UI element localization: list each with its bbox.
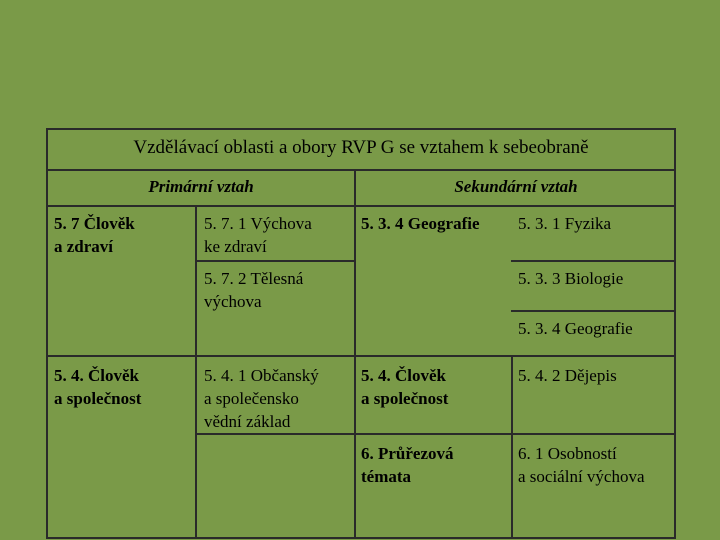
header-divider — [46, 205, 676, 207]
row-divider-a — [195, 260, 355, 262]
secondary-area-pruzezova-line1: 6. Průřezová — [361, 444, 454, 463]
field-vychova-ke-zdravi-line1: 5. 7. 1 Výchova — [204, 214, 312, 233]
row-divider-main — [46, 355, 676, 357]
header-primary: Primární vztah — [148, 177, 254, 196]
secondary-field-biologie: 5. 3. 3 Biologie — [518, 269, 624, 288]
field-telesna-vychova-line2: výchova — [204, 292, 262, 311]
area-spolecnost-line1: 5. 4. Člověk — [54, 366, 139, 385]
field-obcansky-line2: a společensko — [204, 389, 299, 408]
secondary-area-geografie: 5. 3. 4 Geografie — [361, 214, 480, 233]
secondary-area-spolecnost-line2: a společnost — [361, 389, 449, 408]
secondary-field-osobnostni-line1: 6. 1 Osobností — [518, 444, 617, 463]
secondary-field-fyzika: 5. 3. 1 Fyzika — [518, 214, 612, 233]
column-divider-1 — [195, 205, 197, 539]
column-divider-2 — [354, 205, 356, 539]
row-divider-c — [511, 310, 676, 312]
secondary-field-dejepis: 5. 4. 2 Dějepis — [518, 366, 617, 385]
area-zdravi-line1: 5. 7 Člověk — [54, 214, 135, 233]
column-divider-3 — [511, 355, 513, 539]
secondary-field-geografie: 5. 3. 4 Geografie — [518, 319, 633, 338]
area-zdravi-line2: a zdraví — [54, 237, 114, 256]
secondary-area-spolecnost-line1: 5. 4. Člověk — [361, 366, 446, 385]
title-divider — [46, 169, 676, 171]
field-telesna-vychova-line1: 5. 7. 2 Tělesná — [204, 269, 304, 288]
area-spolecnost-line2: a společnost — [54, 389, 142, 408]
row-divider-b — [511, 260, 676, 262]
secondary-field-osobnostni-line2: a sociální výchova — [518, 467, 645, 486]
field-obcansky-line1: 5. 4. 1 Občanský — [204, 366, 319, 385]
table-title: Vzdělávací oblasti a obory RVP G se vztahem k sebeobraně — [133, 137, 589, 158]
header-secondary: Sekundární vztah — [454, 177, 578, 196]
row-divider-d — [195, 433, 355, 435]
row-divider-e — [354, 433, 676, 435]
field-vychova-ke-zdravi-line2: ke zdraví — [204, 237, 267, 256]
field-obcansky-line3: vědní základ — [204, 412, 291, 431]
secondary-area-pruzezova-line2: témata — [361, 467, 412, 486]
